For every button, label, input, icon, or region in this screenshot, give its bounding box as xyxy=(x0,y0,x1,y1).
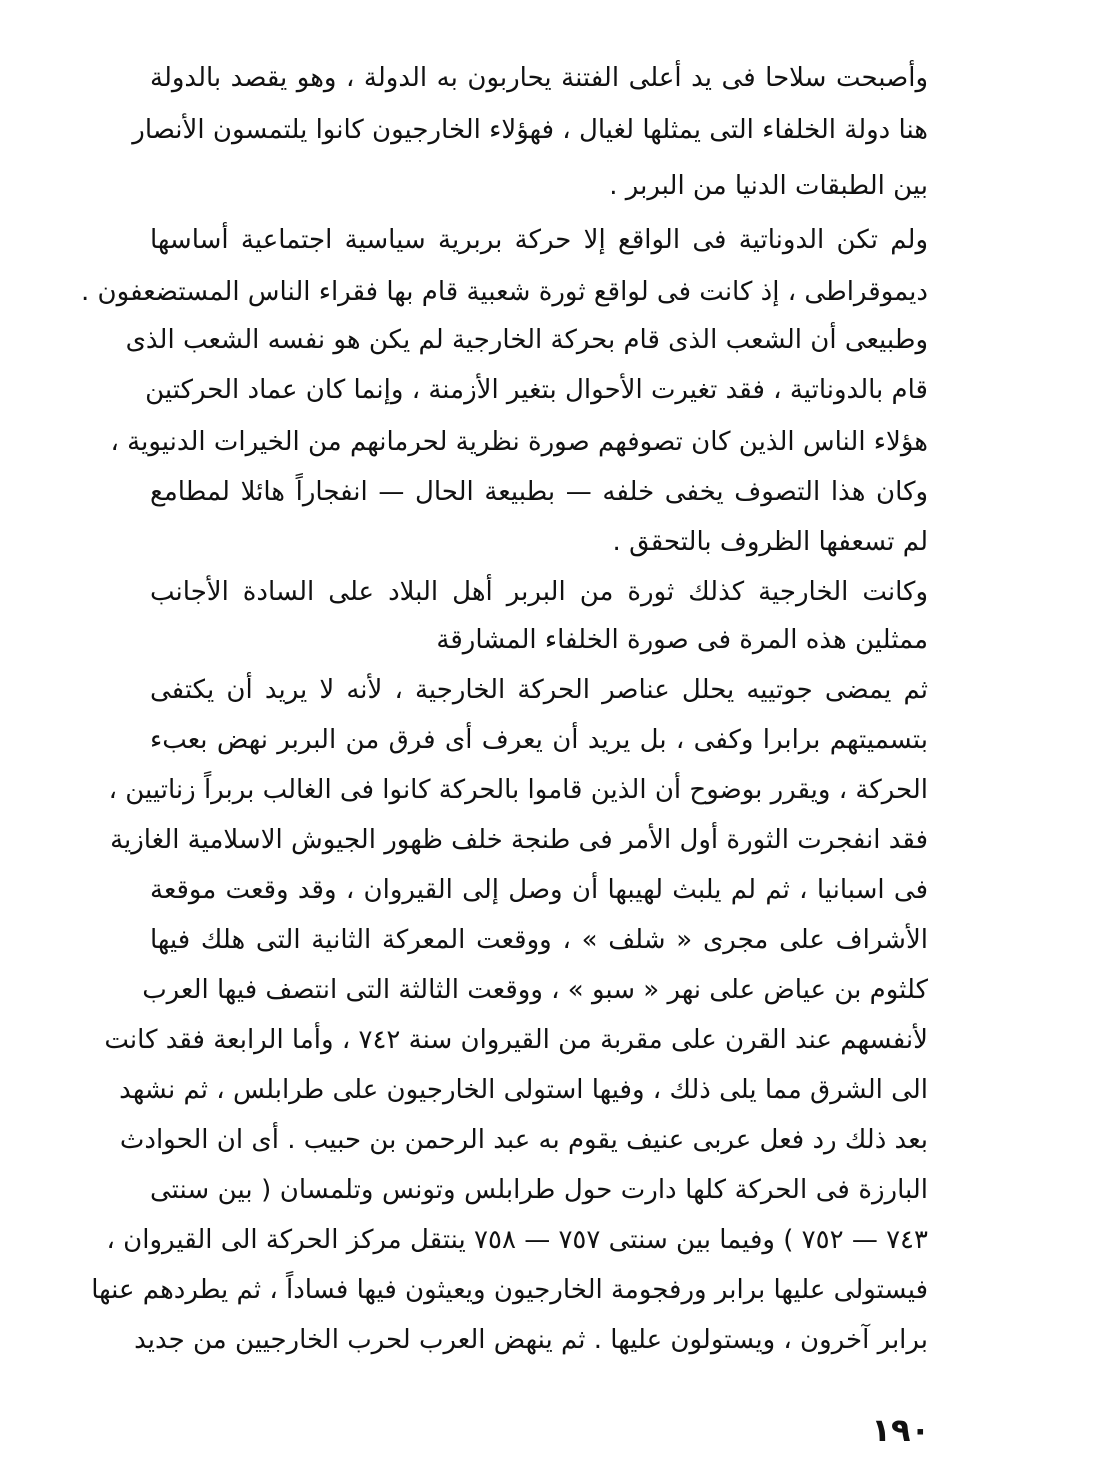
text-line-1: وأصبحت سلاحا فى يد أعلى الفتنة يحاربون به الدولة ، وهو يقصد بالدولة xyxy=(150,63,928,93)
text-line-2: هنا دولة الخلفاء التى يمثلها لغيال ، فهؤلاء الخارجيون كانوا يلتمسون الأنصار xyxy=(132,115,928,145)
text-line-8: هؤلاء الناس الذين كان تصوفهم صورة نظرية لحرمانهم من الخيرات الدنيوية ، xyxy=(110,427,928,457)
text-line-17: فى اسبانيا ، ثم لم يلبث لهيبها أن وصل إلى القيروان ، وقد وقعت موقعة xyxy=(150,875,928,905)
text-line-24: ٧٤٣ — ٧٥٢ ) وفيما بين سنتى ٧٥٧ — ٧٥٨ ينتقل مركز الحركة الى القيروان ، xyxy=(106,1225,928,1255)
text-line-25: فيستولى عليها برابر ورفجومة الخارجيون ويعيثون فيها فساداً ، ثم يطردهم عنها xyxy=(91,1275,928,1305)
text-line-23: البارزة فى الحركة كلها دارت حول طرابلس وتونس وتلمسان ( بين سنتى xyxy=(150,1175,928,1205)
document-page xyxy=(81,58,928,1438)
text-line-3: بين الطبقات الدنيا من البربر . xyxy=(609,171,928,201)
text-line-13: ثم يمضى جوتييه يحلل عناصر الحركة الخارجية ، لأنه لا يريد أن يكتفى xyxy=(150,675,928,705)
text-line-12: ممثلين هذه المرة فى صورة الخلفاء المشارقة xyxy=(436,625,928,655)
text-line-14: بتسميتهم برابرا وكفى ، بل يريد أن يعرف أى فرق من البربر نهض بعبء xyxy=(150,725,928,755)
text-line-15: الحركة ، ويقرر بوضوح أن الذين قاموا بالحركة كانوا فى الغالب بربراً زناتيين ، xyxy=(108,775,928,805)
text-line-4: ولم تكن الدوناتية فى الواقع إلا حركة بربرية سياسية اجتماعية أساسها xyxy=(150,225,928,255)
text-line-20: لأنفسهم عند القرن على مقربة من القيروان سنة ٧٤٢ ، وأما الرابعة فقد كانت xyxy=(104,1025,928,1055)
text-line-10: لم تسعفها الظروف بالتحقق . xyxy=(612,527,928,557)
text-line-21: الى الشرق مما يلى ذلك ، وفيها استولى الخارجيون على طرابلس ، ثم نشهد xyxy=(119,1075,928,1105)
text-line-16: فقد انفجرت الثورة أول الأمر فى طنجة خلف ظهور الجيوش الاسلامية الغازية xyxy=(110,825,928,855)
text-line-7: قام بالدوناتية ، فقد تغيرت الأحوال بتغير الأزمنة ، وإنما كان عماد الحركتين xyxy=(145,375,928,405)
text-line-11: وكانت الخارجية كذلك ثورة من البربر أهل البلاد على السادة الأجانب xyxy=(150,577,928,607)
text-line-26: برابر آخرون ، ويستولون عليها . ثم ينهض العرب لحرب الخارجيين من جديد xyxy=(134,1325,928,1355)
text-line-18: الأشراف على مجرى « شلف » ، ووقعت المعركة الثانية التى هلك فيها xyxy=(150,925,928,955)
text-line-22: بعد ذلك رد فعل عربى عنيف يقوم به عبد الرحمن بن حبيب . أى ان الحوادث xyxy=(119,1125,928,1155)
text-line-5: ديموقراطى ، إذ كانت فى لواقع ثورة شعبية قام بها فقراء الناس المستضعفون . xyxy=(81,277,928,307)
page-number: ١٩٠ xyxy=(871,1411,930,1449)
text-line-6: وطبيعى أن الشعب الذى قام بحركة الخارجية لم يكن هو نفسه الشعب الذى xyxy=(125,325,928,355)
text-line-19: كلثوم بن عياض على نهر « سبو » ، ووقعت الثالثة التى انتصف فيها العرب xyxy=(142,975,928,1005)
text-line-9: وكان هذا التصوف يخفى خلفه — بطبيعة الحال — انفجاراً هائلا لمطامع xyxy=(150,477,928,507)
